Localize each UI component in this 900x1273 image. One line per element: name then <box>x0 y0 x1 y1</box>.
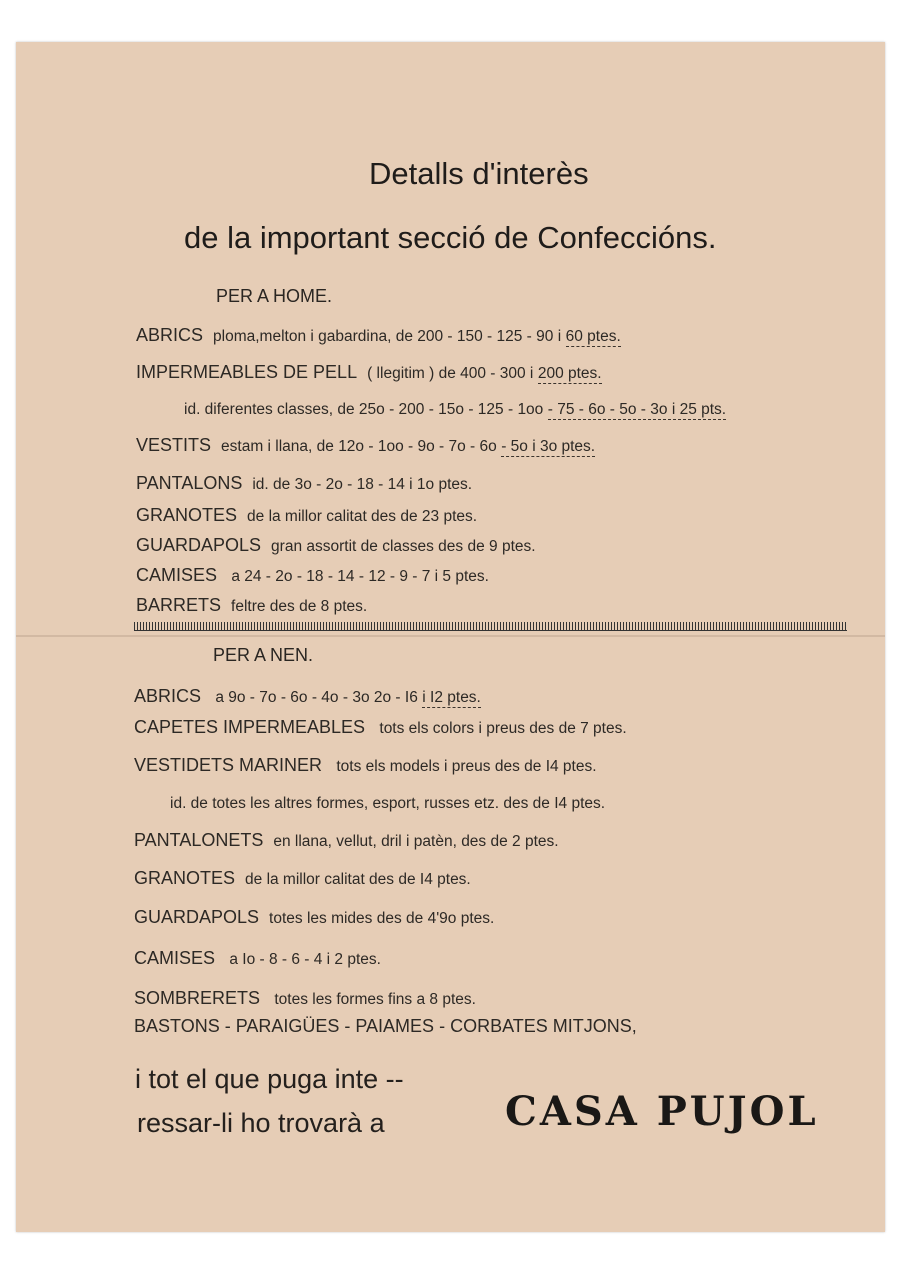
closing-line-1: i tot el que puga inte -- <box>135 1064 404 1094</box>
item-description: totes les formes fins a 8 ptes. <box>270 991 476 1008</box>
item-highlight: 200 ptes. <box>537 365 602 382</box>
item-description: totes les mides des de 4'9o ptes. <box>269 910 495 927</box>
item-description: de la millor calitat des de I4 ptes. <box>245 871 471 888</box>
price-line <box>134 906 494 930</box>
price-line <box>136 564 489 588</box>
item-name: BARRETS <box>136 595 222 615</box>
store-brand-name: CASA PUJOL <box>505 1088 819 1135</box>
price-line <box>134 716 627 740</box>
item-description: id. diferentes classes, de 25o - 200 - 15o - 125 - 1oo <box>184 401 544 418</box>
item-highlight: - 5o i 3o ptes. <box>501 438 596 455</box>
price-line <box>136 504 477 528</box>
section-heading-boys: PER A NEN. <box>213 645 314 665</box>
item-name: IMPERMEABLES DE PELL <box>136 362 358 382</box>
item-description: tots els models i preus des de I4 ptes. <box>332 758 597 775</box>
item-highlight: i I2 ptes. <box>422 689 481 706</box>
item-name: VESTIDETS MARINER <box>134 755 323 775</box>
item-description: a Io - 8 - 6 - 4 i 2 ptes. <box>225 951 381 968</box>
item-name: ABRICS <box>136 325 204 345</box>
ornamental-divider <box>134 622 847 631</box>
item-description: id. de totes les altres formes, esport, russes etz. des de I4 ptes. <box>170 795 606 812</box>
fold-crease <box>16 635 885 637</box>
item-description: ploma,melton i gabardina, de 200 - 150 - 125 - 90 i <box>213 328 562 345</box>
item-name: SOMBRERETS <box>134 988 261 1008</box>
item-description: tots els colors i preus des de 7 ptes. <box>375 720 627 737</box>
price-line <box>134 754 597 778</box>
item-description: feltre des de 8 ptes. <box>231 598 368 615</box>
price-line <box>136 594 367 618</box>
price-line <box>174 397 726 421</box>
closing-line-2: ressar-li ho trovarà a <box>137 1108 385 1138</box>
item-highlight: 60 ptes. <box>565 328 621 345</box>
item-name: CAPETES IMPERMEABLES <box>134 717 366 737</box>
item-highlight: - 75 - 6o - 5o - 3o i 25 pts. <box>547 401 727 418</box>
item-description: gran assortit de classes des de 9 ptes. <box>271 538 536 555</box>
title-line-1: Detalls d'interès <box>369 156 589 191</box>
price-line <box>134 947 381 971</box>
item-name: PANTALONS <box>136 473 243 493</box>
item-description: estam i llana, de 12o - 1oo - 9o - 7o - 6o <box>221 438 497 455</box>
item-name: VESTITS <box>136 435 212 455</box>
item-description: de la millor calitat des de 23 ptes. <box>247 508 478 525</box>
price-line <box>134 829 559 853</box>
item-description: ( llegitim ) de 400 - 300 i <box>367 365 534 382</box>
price-line <box>136 534 536 558</box>
item-name: ABRICS <box>134 686 202 706</box>
price-line <box>134 685 481 709</box>
title-line-2: de la important secció de Confeccións. <box>184 220 717 255</box>
item-description: en llana, vellut, dril i patèn, des de 2 ptes. <box>273 833 559 850</box>
item-description: id. de 3o - 2o - 18 - 14 i 1o ptes. <box>252 476 473 493</box>
item-name: GRANOTES <box>136 505 238 525</box>
price-line <box>136 434 595 458</box>
item-name: GUARDAPOLS <box>136 535 262 555</box>
price-line <box>134 867 471 891</box>
price-line <box>136 324 621 348</box>
item-name: PANTALONETS <box>134 830 264 850</box>
price-line <box>134 987 476 1011</box>
item-description: a 24 - 2o - 18 - 14 - 12 - 9 - 7 i 5 ptes. <box>227 568 489 585</box>
item-name: BASTONS - PARAIGÜES - PAIAMES - CORBATES MITJONS, <box>134 1016 637 1036</box>
item-name: GRANOTES <box>134 868 236 888</box>
price-line <box>136 472 472 496</box>
item-description: a 9o - 7o - 6o - 4o - 3o 2o - I6 <box>211 689 418 706</box>
section-heading-men: PER A HOME. <box>216 286 333 306</box>
item-name: GUARDAPOLS <box>134 907 260 927</box>
price-line <box>134 1015 647 1039</box>
item-name: CAMISES <box>136 565 218 585</box>
item-name: CAMISES <box>134 948 216 968</box>
price-line <box>136 361 602 385</box>
price-line <box>160 791 605 815</box>
